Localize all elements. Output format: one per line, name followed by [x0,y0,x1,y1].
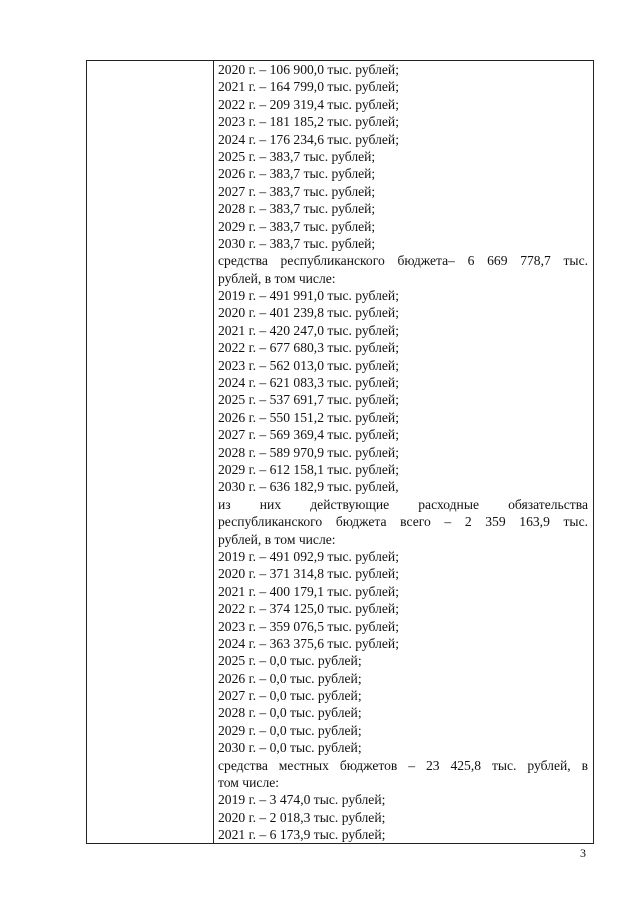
text-line: из них действующие расходные обязательства [218,496,588,512]
text-line: рублей, в том числе: [218,531,336,547]
text-line: 2022 г. – 209 319,4 тыс. рублей; [218,96,399,112]
text-line: том числе: [218,775,280,791]
text-line: 2026 г. – 383,7 тыс. рублей; [218,166,376,182]
text-line: 2025 г. – 537 691,7 тыс. рублей; [218,392,399,408]
text-line: средства местных бюджетов – 23 425,8 тыс. рублей, в [218,757,588,773]
text-line: 2021 г. – 420 247,0 тыс. рублей; [218,322,399,338]
text-line: 2030 г. – 636 182,9 тыс. рублей, [218,479,399,495]
text-line: 2019 г. – 491 092,9 тыс. рублей; [218,548,399,564]
text-line: 2026 г. – 0,0 тыс. рублей; [218,670,362,686]
text-line: 2027 г. – 569 369,4 тыс. рублей; [218,427,399,443]
text-line: рублей, в том числе: [218,270,336,286]
text-line: 2021 г. – 6 173,9 тыс. рублей; [218,827,386,843]
text-line: 2026 г. – 550 151,2 тыс. рублей; [218,409,399,425]
text-line: 2028 г. – 589 970,9 тыс. рублей; [218,444,399,460]
text-line: 2021 г. – 164 799,0 тыс. рублей; [218,79,399,95]
text-line: 2024 г. – 363 375,6 тыс. рублей; [218,635,399,651]
text-line: 2022 г. – 677 680,3 тыс. рублей; [218,340,399,356]
text-line: 2020 г. – 106 900,0 тыс. рублей; [218,62,399,77]
right-column-cell [214,61,593,843]
text-line: 2028 г. – 0,0 тыс. рублей; [218,705,362,721]
text-line: 2023 г. – 181 185,2 тыс. рублей; [218,114,399,130]
text-line: 2024 г. – 621 083,3 тыс. рублей; [218,375,399,391]
text-line: 2020 г. – 401 239,8 тыс. рублей; [218,305,399,321]
text-line: средства республиканского бюджета– 6 669 778,7 тыс. [218,253,588,269]
text-line: 2019 г. – 3 474,0 тыс. рублей; [218,792,386,808]
text-line: 2025 г. – 383,7 тыс. рублей; [218,148,376,164]
text-line: 2029 г. – 0,0 тыс. рублей; [218,722,362,738]
text-line: 2029 г. – 383,7 тыс. рублей; [218,218,376,234]
text-line: 2021 г. – 400 179,1 тыс. рублей; [218,583,399,599]
text-line: 2023 г. – 359 076,5 тыс. рублей; [218,618,399,634]
text-line: 2024 г. – 176 234,6 тыс. рублей; [218,131,399,147]
text-line: 2027 г. – 383,7 тыс. рублей; [218,183,376,199]
text-line: 2030 г. – 383,7 тыс. рублей; [218,235,376,251]
text-line: 2023 г. – 562 013,0 тыс. рублей; [218,357,399,373]
text-line: 2020 г. – 371 314,8 тыс. рублей; [218,566,399,582]
document-table [86,60,594,844]
text-line: 2020 г. – 2 018,3 тыс. рублей; [218,809,386,825]
text-line: 2030 г. – 0,0 тыс. рублей; [218,740,362,756]
text-line: 2022 г. – 374 125,0 тыс. рублей; [218,601,399,617]
left-column-cell [87,61,214,843]
text-line: 2025 г. – 0,0 тыс. рублей; [218,653,362,669]
text-line: 2028 г. – 383,7 тыс. рублей; [218,201,376,217]
text-line: 2027 г. – 0,0 тыс. рублей; [218,688,362,704]
text-line: республиканского бюджета всего – 2 359 163,9 тыс. [218,514,588,530]
text-line: 2019 г. – 491 991,0 тыс. рублей; [218,288,399,304]
text-line: 2029 г. – 612 158,1 тыс. рублей; [218,461,399,477]
page-number: 3 [580,846,586,860]
